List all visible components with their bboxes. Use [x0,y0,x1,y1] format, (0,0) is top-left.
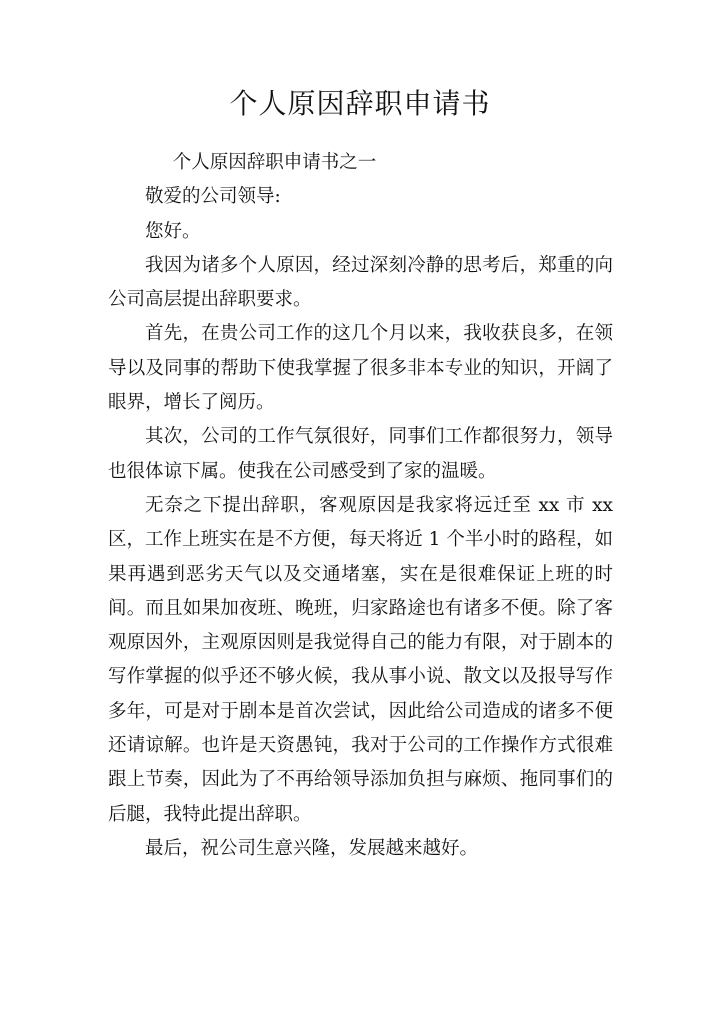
paragraph: 首先，在贵公司工作的这几个月以来，我收获良多，在领导以及同事的帮助下使我掌握了很多非本专业的知识，开阔了眼界，增长了阅历。 [108,323,613,414]
document-body [108,146,613,866]
paragraph: 我因为诸多个人原因，经过深刻冷静的思考后，郑重的向公司高层提出辞职要求。 [108,254,613,311]
salutation: 敬爱的公司领导: [145,186,281,208]
paragraph: 其次，公司的工作气氛很好，同事们工作都很努力，领导也很体谅下属。使我在公司感受到了家的温暖。 [108,426,613,482]
document-subtitle: 个人原因辞职申请书之一 [172,152,377,173]
document-title: 个人原因辞职申请书 [229,87,491,120]
greeting: 您好。 [145,220,201,242]
paragraph: 最后，祝公司生意兴隆，发展越来越好。 [145,837,479,859]
paragraph: 无奈之下提出辞职，客观原因是我家将远迁至 xx 市 xx 区，工作上班实在是不方便，每天将近 1 个半小时的路程，如果再遇到恶劣天气以及交通堵塞，实在是很难保证上班的时间。而且如果加夜班、晚班，归家路途也有诸多不便。除了客观原因外，主观原因则是我觉得自己的能力有限，对于剧本的写作掌握的似乎还不够火候，我从事小说、散文以及报导写作多年，可是对于剧本是首次尝试，因此给公司造成的诸多不便还请谅解。也许是天资愚钝，我对于公司的工作操作方式很难跟上节奏，因此为了不再给领导添加负担与麻烦、拖同事们的后腿，我特此提出辞职。 [108,494,613,825]
